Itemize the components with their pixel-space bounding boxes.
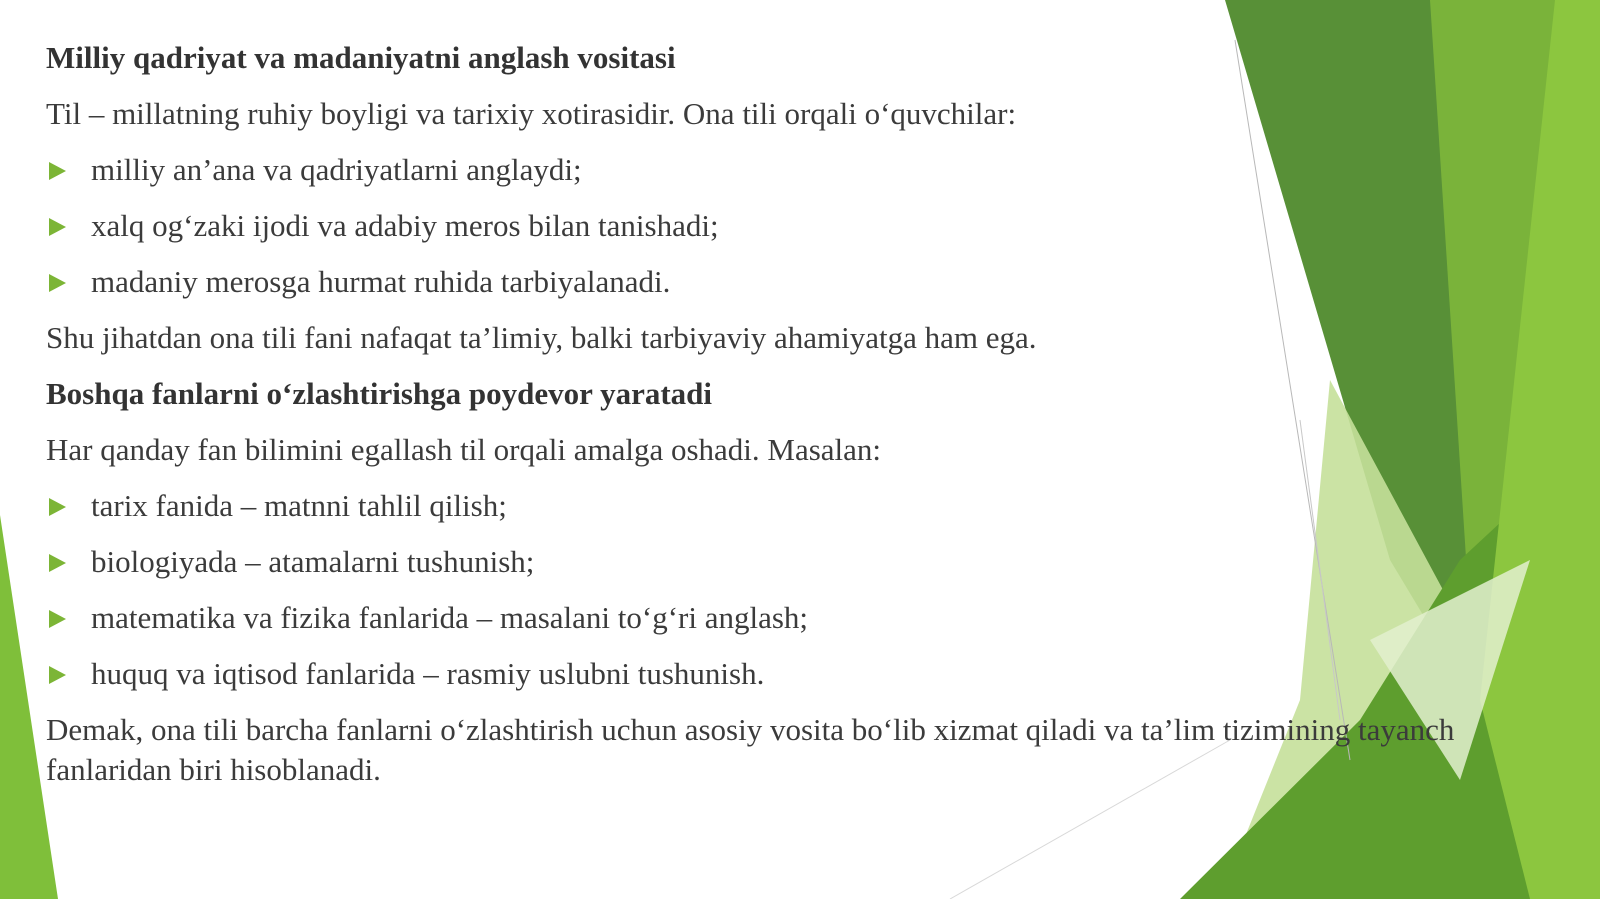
list-item — [46, 486, 1466, 526]
list-item — [46, 206, 1466, 246]
bullet-arrow-icon — [49, 498, 66, 516]
section2-intro: Har qanday fan bilimini egallash til orqali amalga oshadi. Masalan: — [46, 432, 882, 467]
list-item — [46, 598, 1466, 638]
bullet-arrow-icon — [49, 218, 66, 236]
list-item-text: milliy an’ana va qadriyatlarni anglaydi; — [91, 152, 582, 187]
section1-heading: Milliy qadriyat va madaniyatni anglash vositasi — [46, 40, 676, 75]
bullet-arrow-icon — [49, 274, 66, 292]
bullet-arrow-icon — [49, 162, 66, 180]
list-item-text: madaniy merosga hurmat ruhida tarbiyalanadi. — [91, 264, 671, 299]
section2-conclusion: Demak, ona tili barcha fanlarni o‘zlashtirish uchun asosiy vosita bo‘lib xizmat qiladi va ta’lim tizimining tayanch fanlaridan biri hisoblanadi. — [46, 712, 1455, 787]
bullet-arrow-icon — [49, 666, 66, 684]
list-item-text: matematika va fizika fanlarida – masalani to‘g‘ri anglash; — [91, 600, 809, 635]
section2-heading: Boshqa fanlarni o‘zlashtirishga poydevor yaratadi — [46, 376, 713, 411]
list-item-text: huquq va iqtisod fanlarida – rasmiy uslubni tushunish. — [91, 656, 765, 691]
list-item-text: tarix fanida – matnni tahlil qilish; — [91, 488, 507, 523]
bullet-arrow-icon — [49, 610, 66, 628]
section1-conclusion: Shu jihatdan ona tili fani nafaqat ta’limiy, balki tarbiyaviy ahamiyatga ham ega. — [46, 320, 1037, 355]
list-item — [46, 654, 1466, 694]
list-item-text: xalq og‘zaki ijodi va adabiy meros bilan tanishadi; — [91, 208, 719, 243]
bullet-arrow-icon — [49, 554, 66, 572]
list-item — [46, 542, 1466, 582]
list-item-text: biologiyada – atamalarni tushunish; — [91, 544, 535, 579]
list-item — [46, 262, 1466, 302]
list-item — [46, 150, 1466, 190]
slide-content — [46, 38, 1466, 790]
section1-intro: Til – millatning ruhiy boyligi va tarixiy xotirasidir. Ona tili orqali o‘quvchilar: — [46, 96, 1017, 131]
